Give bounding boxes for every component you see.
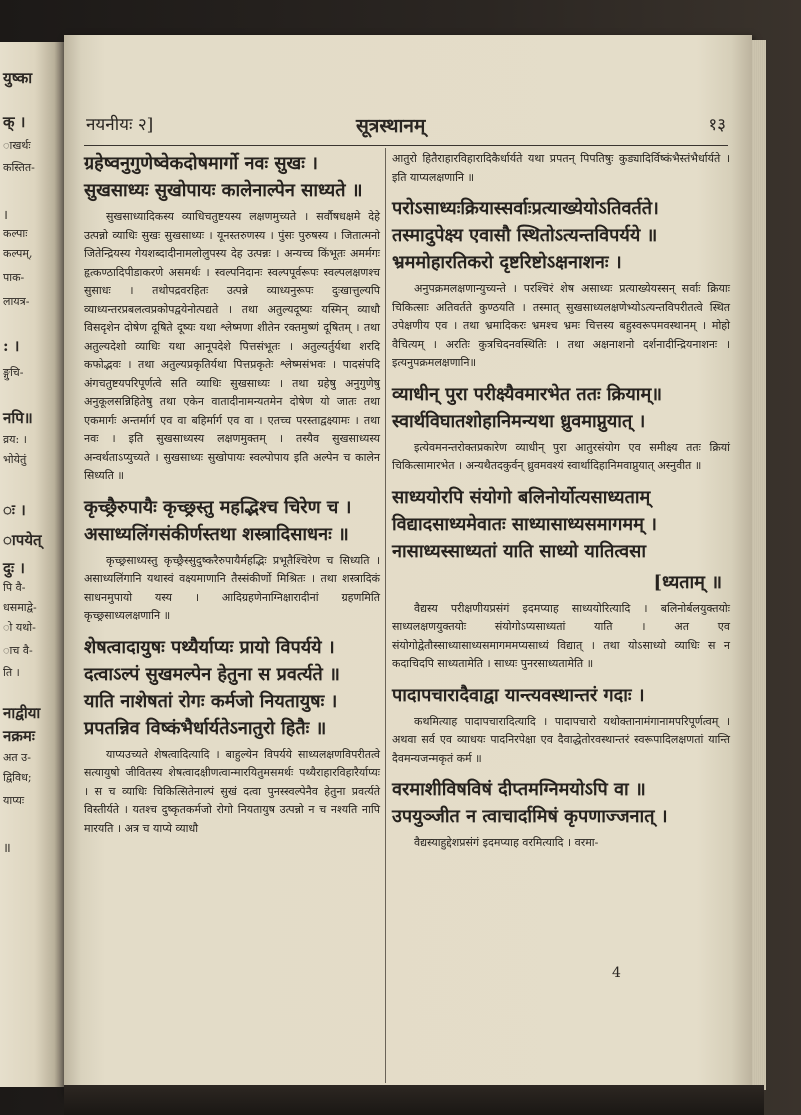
left-page-fragment: ापयेत् <box>3 531 42 549</box>
running-header <box>86 112 726 140</box>
left-page-fragment: ङ्गुचि- <box>3 366 24 379</box>
left-page-fragment: नाद्वीया <box>3 704 41 722</box>
verse <box>392 195 730 276</box>
left-column <box>84 150 380 846</box>
verse-line: शेषत्वादायुषः पथ्यैर्याप्यः प्रायो विपर्यये । <box>84 636 335 658</box>
header-page-number: १३ <box>708 115 726 135</box>
left-page-fragment: ाच वै- <box>3 644 33 657</box>
verse-line: व्याधीन् पुरा परीक्ष्यैवमारभेत ततः क्रियाम्॥ <box>392 383 662 405</box>
left-page-fragment: कल्पम्, <box>3 247 33 260</box>
verse-line: असाध्यलिंगसंकीर्णस्तथा शस्त्रादिसाधनः ॥ <box>84 523 349 545</box>
page-edge <box>752 40 766 1090</box>
verse <box>392 682 730 709</box>
left-page-fragment: कल्पाः <box>3 227 28 240</box>
header-title: सूत्रस्थानम् <box>356 115 426 137</box>
left-page-fragment: ति । <box>3 666 20 679</box>
right-column <box>392 150 730 861</box>
left-page-fragment: क् । <box>3 113 26 131</box>
commentary-paragraph: सुखसाध्यादिकस्य व्याधिचतुष्टयस्य लक्षणमुच्यते । सर्वौषधक्षमे देहे उत्पन्नो व्याधिः सुखः सुखसाध्यः । यूनस्तरुणस्य । पुंसः पुरुषस्य । जितात्मनो जितेन्द्रियस्य गेयशब्दादीनामलोलुपस्य देह उत्पन्नः । अन्यच्च किंभूतः अमर्मगः हृत्कण्ठादिपीडाकरणे असमर्थः । स्वल्पनिदानः स्वल्पपूर्वरूपः स्वल्पलक्षणश्च सुसाधः । तथोपद्रवरहितः उत्पन्ने व्याध्यनुरूपः दुःखात्तुल्यपि व्याध्यन्तरप्रबलत्वप्रकोपद्वयेनोत्पद्यते । तथा अतुल्यदूष्यः यस्मिन् व्याधौ विसदृशेन दोषेण दूषिते दूष्यः यथा श्लेष्मणा शीतेन रक्तमुष्णं दूषितम् । तथा अतुल्यदेशो व्याधिः यथा आनूपदेशे पित्तसंभूतः । अतुल्यर्तुर्यथा शरदि कफोद्भवः । तथा अतुल्यप्रकृतिर्यथा पित्तप्रकृतेः श्लेष्मसंभवः । पादसंपदि अंगचतुष्टयपरिपूर्णत्वे सति व्याधिः सुखसाध्यः । तथा ग्रहेषु अनुगुणेषु अनुकूलसन्निहितेषु तथा एकेन वातादीनामन्यतमेन दोषेण यो जातः तथा एकमार्गः अन्तर्मार्ग एव वा बहिर्मार्ग एव वा । एतच्च परस्ताद्वक्ष्यामः । तथा नवः । इति सुखसाध्यस्य लक्षणमुक्तम् । तस्यैव सुखसाध्यस्य अन्वर्थताऽप्युच्यते । सुखसाध्यः सुखोपायः स्वल्पोपाय इति अल्पेन च कालेन सिध्यति ॥ <box>84 210 380 482</box>
verse-line: भ्रममोहारतिकरो दृष्टरिष्टोऽक्षनाशनः । <box>392 252 622 273</box>
page-number: 4 <box>612 965 621 981</box>
left-page-fragment: कस्तित- <box>3 161 35 174</box>
commentary-paragraph: आतुरो हितैराहारविहारादिकैर्धार्यते यथा प्रपतन् पिपतिषुः कुड्यादिर्विष्कंभैस्तंभैर्धार्यते । इति याप्यलक्षणानि ॥ <box>392 152 730 184</box>
verse-line: वरमाशीविषविषं दीप्तमग्निमयोऽपि वा ॥ <box>392 779 646 800</box>
left-facing-page <box>0 42 64 1087</box>
commentary-paragraph: इत्येवमनन्तरोक्तप्रकारेण व्याधीन् पुरा आतुरसंयोग एव समीक्ष्य ततः क्रियां चिकित्सामारभेत । अन्यथैतदकुर्वन् ध्रुवमवश्यं स्वार्थादिहानिमवाप्नुयात् अस्नुवीत ॥ <box>392 440 730 472</box>
left-page-fragment: : । <box>3 337 20 355</box>
verse-line: ग्रहेष्वनुगुणेष्वेकदोषमार्गो नवः सुखः । <box>84 153 318 174</box>
left-page-fragment: ाखर्थः <box>3 139 31 152</box>
verse-line: याति नाशेषतां रोगः कर्मजो नियतायुषः । <box>84 690 338 712</box>
commentary-paragraph: कृच्छ्रसाध्यस्तु कृच्छ्रैस्सुदुष्करैरुपायैर्महद्भिः प्रभूतैश्चिरेण च सिध्यति । असाध्यलिंगानि यथास्वं वक्ष्यमाणानि तैस्संकीर्णो मिश्रितः । तथा शस्त्रादिकं साधनमुपायो यस्य । आदिग्रहणेनाग्निक्षारादीनां ग्रहणमिति कृच्छ्रसाध्यलक्षणानि ॥ <box>84 553 380 622</box>
commentary-paragraph: याप्यउच्यते शेषत्वादित्यादि । बाहुल्येन विपर्यये साध्यलक्षणविपरीतत्वे सत्यायुषो जीवितस्य शेषत्वादक्षीणत्वान्मारयितुमसमर्थः पथ्यैराहारविहारैर्याप्यः । स च व्याधिः चिकित्सितेनाल्पं सुखं दत्वा पुनस्स्वल्पेनैव हेतुना प्रवर्त्यते विस्तीर्यते । यतश्च दुष्कृतकर्मजो रोगो नियतायुष उत्पन्नो न च नश्यति नापि मारयति । अत्र च याप्ये व्याधौ <box>84 747 380 835</box>
verse-line: प्रपतन्निव विष्कंभैर्धार्यतेऽनातुरो हितैः ॥ <box>84 717 327 739</box>
commentary-paragraph: वैद्यस्य परीक्षणीयप्रसंगं इदमप्याह साध्ययोरित्यादि । बलिनोर्बलयुक्तयोः साध्यलक्षणयुक्तयोः संयोगोऽप्यसाध्यतां याति । अत एव संयोगोद्वेतौस्साध्यासाध्यसमागममप्यसाध्यं विद्यात् । तथा योऽसाध्यो व्याधिः स न कदाचिदपि साध्यतामेति । साध्यः पुनरसाध्यतामेति ॥ <box>392 601 730 670</box>
left-page-fragment: नपि॥ <box>3 409 33 427</box>
left-page-fragment: ो यथो- <box>3 621 36 634</box>
left-page-fragment: नक्रमः <box>3 727 35 745</box>
verse-line: नासाध्यस्साध्यतां याति साध्यो यातित्वसा <box>392 540 646 562</box>
left-page-fragment: युष्का <box>3 69 33 87</box>
header-rule <box>84 145 728 146</box>
commentary-paragraph: अनुपक्रमलक्षणान्युच्यन्ते । परश्चिरं शेष असाध्यः प्रत्याख्येयस्सन् सर्वाः क्रियाः चिकित्साः अतिवर्तते कुण्ठयति । तस्मात् सुखसाध्यलक्षणेभ्योऽत्यन्तविपरीतत्वे स्थित उपेक्षणीय एव । तथा भ्रमादिकरः भ्रमश्च भ्रमः चित्तस्य बहुस्वरूपमवस्थानम् । मोहो वैचित्यम् । अरतिः कुत्रचिदनवस्थितिः । तथा अक्षनाशनो दर्शनादीन्द्रियनाशनः । इत्यनुपक्रमलक्षणानि॥ <box>392 282 730 369</box>
verse-line: सुखसाध्यः सुखोपायः कालेनाल्पेन साध्यते ॥ <box>84 180 363 201</box>
verse-line: उपयुञ्जीत न त्वाचार्दामिषं कृपणाज्जनात् । <box>392 806 668 827</box>
left-page-fragment: अत उ- <box>3 751 31 764</box>
verse <box>84 634 380 742</box>
left-page-fragment: भोयेतुं <box>3 453 27 466</box>
verse-line: दत्वाऽल्पं सुखमल्पेन हेतुना स प्रवर्त्यते ॥ <box>84 663 340 685</box>
bottom-shadow <box>64 1085 764 1115</box>
verse <box>84 494 380 548</box>
left-page-fragment: । <box>3 208 8 223</box>
verse-line: विद्यादसाध्यमेवातः साध्यासाध्यसमागमम् । <box>392 513 657 535</box>
verse-line: तस्मादुपेक्ष्य एवासौ स्थितोऽत्यन्तविपर्यये ॥ <box>392 225 658 246</box>
verse <box>392 484 730 565</box>
verse <box>84 150 380 204</box>
column-divider <box>385 148 386 1083</box>
left-page-fragment: पि वै- <box>3 581 26 594</box>
left-page-fragment: ॥ <box>3 841 11 856</box>
left-page-fragment: पाक- <box>3 271 25 284</box>
commentary-paragraph: कथमित्याह पादापचारादित्यादि । पादापचारो यथोक्तानामंगानामपरिपूर्णत्वम् । अथवा सर्व एव व्याधयः पादनिरपेक्षा एव दैवाद्धेतोरवस्थान्तरं स्वरूपादिलक्षणतां यान्ति दैवमन्यजन्मकृतं कर्म ॥ <box>392 714 730 765</box>
left-page-fragment: लायत्र- <box>3 295 30 308</box>
verse-line: कृच्छ्रैरुपायैः कृच्छ्रस्तु महद्भिश्च चिरेण च । <box>84 496 352 518</box>
verse-line: परोऽसाध्यःक्रियास्सर्वाःप्रत्याख्येयोऽतिवर्तते। <box>392 198 659 219</box>
left-page-fragment: द्विविध; <box>3 771 32 784</box>
verse-line: स्वार्थविघातशोहानिमन्यथा ध्रुवमाप्नुयात् । <box>392 410 646 432</box>
verse-line: पादापचारादैवाद्वा यान्त्यवस्थान्तरं गदाः । <box>392 684 645 706</box>
verse <box>392 381 730 435</box>
left-page-fragment: ः । <box>3 501 26 519</box>
header-left: नयनीयः २] <box>86 115 154 135</box>
verse <box>392 569 730 596</box>
verse-line: [ध्यताम् ॥ <box>653 571 722 593</box>
left-page-fragment: व्रय: । <box>3 433 27 446</box>
left-page-fragment: धसमाद्वे- <box>3 601 37 614</box>
commentary-paragraph: वैद्यस्याहुद्देशप्रसंगं इदमप्याह वरमित्यादि । वरमा- <box>414 836 599 849</box>
verse <box>392 776 730 830</box>
left-page-fragment: दुः । <box>3 559 25 577</box>
left-page-fragment: याप्यः <box>3 794 25 807</box>
verse-line: साध्ययोरपि संयोगो बलिनोर्योत्यसाध्यताम् <box>392 486 651 508</box>
